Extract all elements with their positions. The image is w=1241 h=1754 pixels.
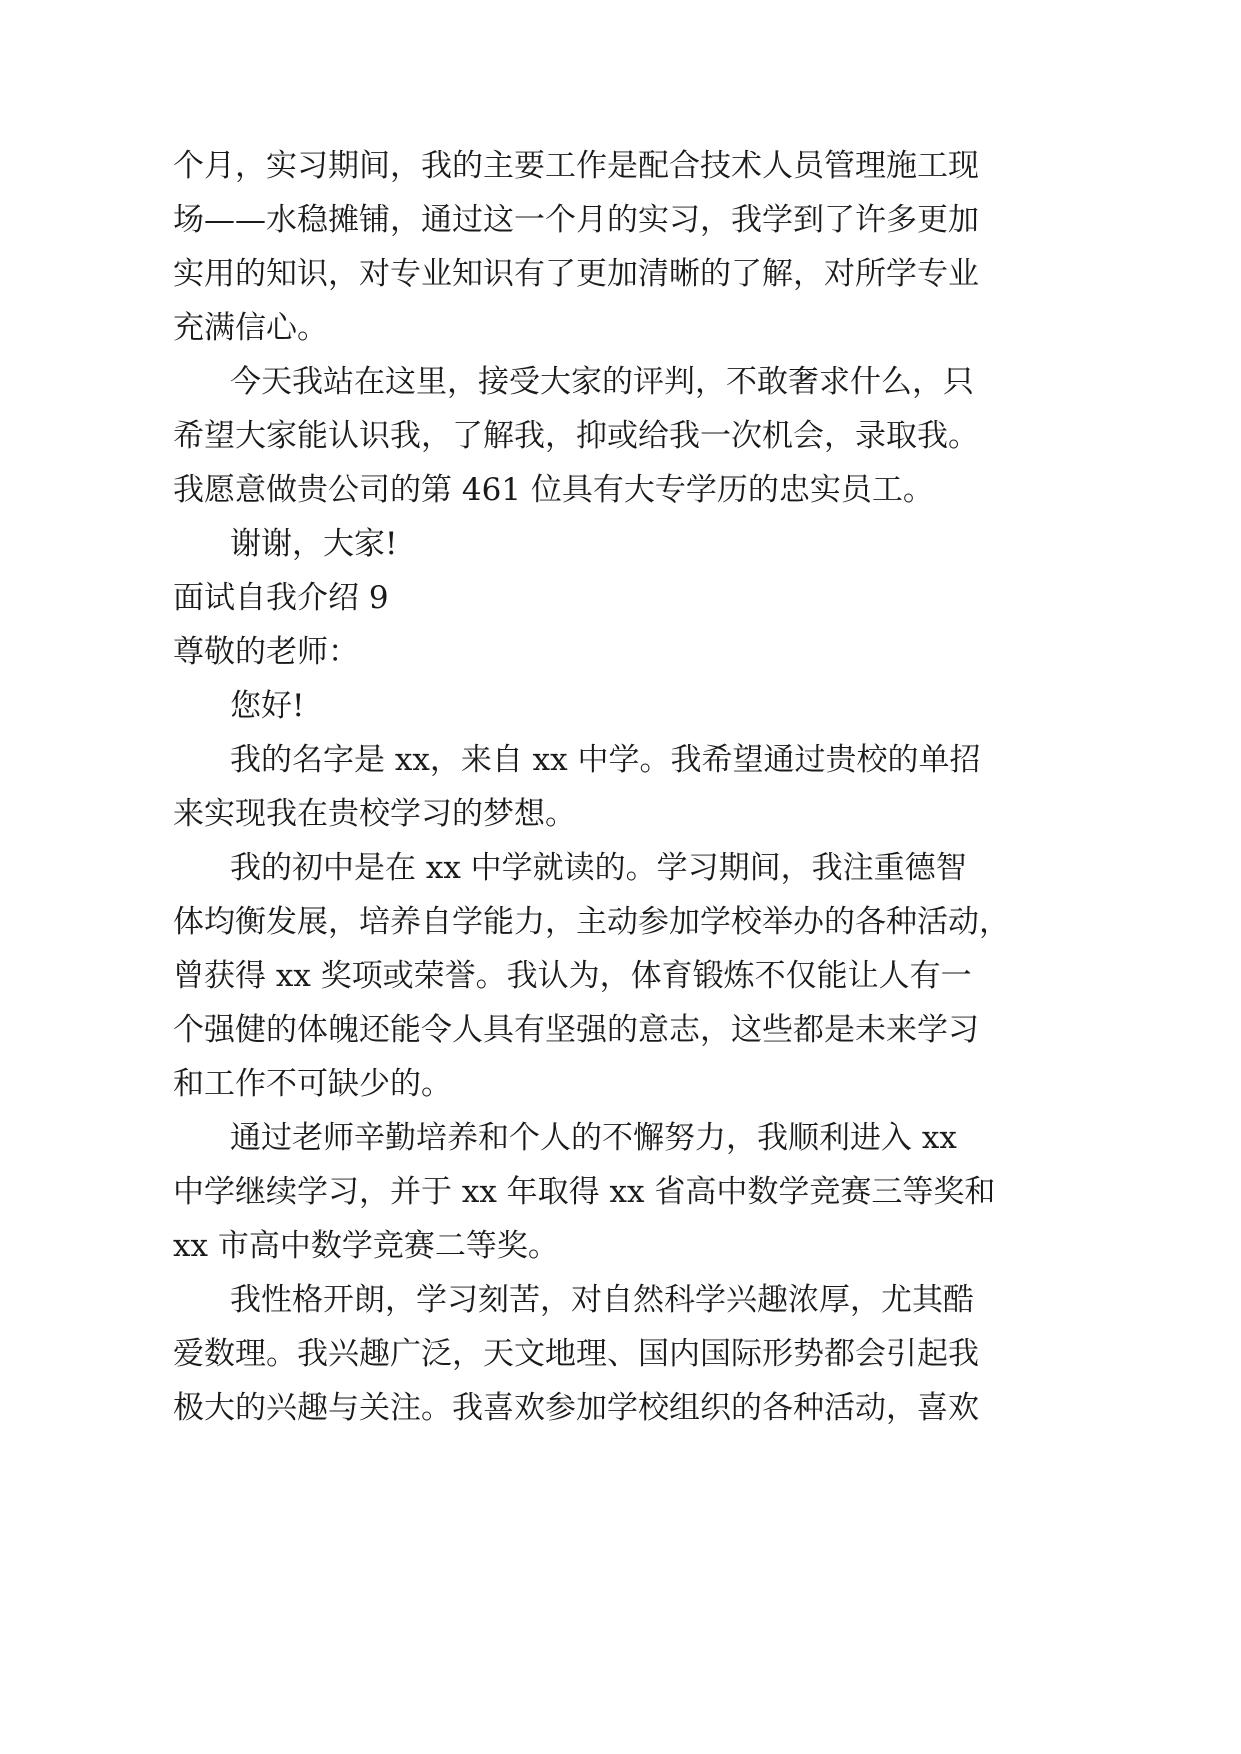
text-line: 个月，实习期间，我的主要工作是配合技术人员管理施工现 (173, 148, 979, 184)
text-line: 中学继续学习，并于 xx 年取得 xx 省高中数学竞赛三等奖和 (173, 1174, 996, 1210)
text-line: 爱数理。我兴趣广泛，天文地理、国内国际形势都会引起我 (173, 1336, 979, 1372)
text-line: 我愿意做贵公司的第 461 位具有大专学历的忠实员工。 (173, 472, 934, 508)
text-line: 我的名字是 xx，来自 xx 中学。我希望通过贵校的单招 (230, 742, 981, 778)
text-line: 我的初中是在 xx 中学就读的。学习期间，我注重德智 (230, 850, 967, 886)
text-line: xx 市高中数学竞赛二等奖。 (173, 1228, 559, 1264)
salutation-line: 尊敬的老师： (173, 634, 359, 670)
text-line: 个强健的体魄还能令人具有坚强的意志，这些都是未来学习 (173, 1012, 979, 1048)
text-line: 来实现我在贵校学习的梦想。 (173, 796, 576, 832)
text-line: 通过老师辛勤培养和个人的不懈努力，我顺利进入 xx (230, 1120, 957, 1156)
greeting-line: 您好! (230, 688, 305, 724)
text-line: 谢谢，大家! (230, 526, 398, 562)
text-line: 充满信心。 (173, 310, 328, 346)
text-line: 实用的知识，对专业知识有了更加清晰的了解，对所学专业 (173, 256, 979, 292)
text-line: 曾获得 xx 奖项或荣誉。我认为，体育锻炼不仅能让人有一 (173, 958, 972, 994)
text-line: 场——水稳摊铺，通过这一个月的实习，我学到了许多更加 (173, 202, 979, 238)
section-heading: 面试自我介绍 9 (173, 580, 389, 616)
text-line: 希望大家能认识我，了解我，抑或给我一次机会，录取我。 (173, 418, 979, 454)
text-line: 体均衡发展，培养自学能力，主动参加学校举办的各种活动， (173, 904, 1010, 940)
text-line: 和工作不可缺少的。 (173, 1066, 452, 1102)
text-line: 今天我站在这里，接受大家的评判，不敢奢求什么，只 (230, 364, 974, 400)
text-line: 极大的兴趣与关注。我喜欢参加学校组织的各种活动，喜欢 (173, 1390, 979, 1426)
text-line: 我性格开朗，学习刻苦，对自然科学兴趣浓厚，尤其酷 (230, 1282, 974, 1318)
